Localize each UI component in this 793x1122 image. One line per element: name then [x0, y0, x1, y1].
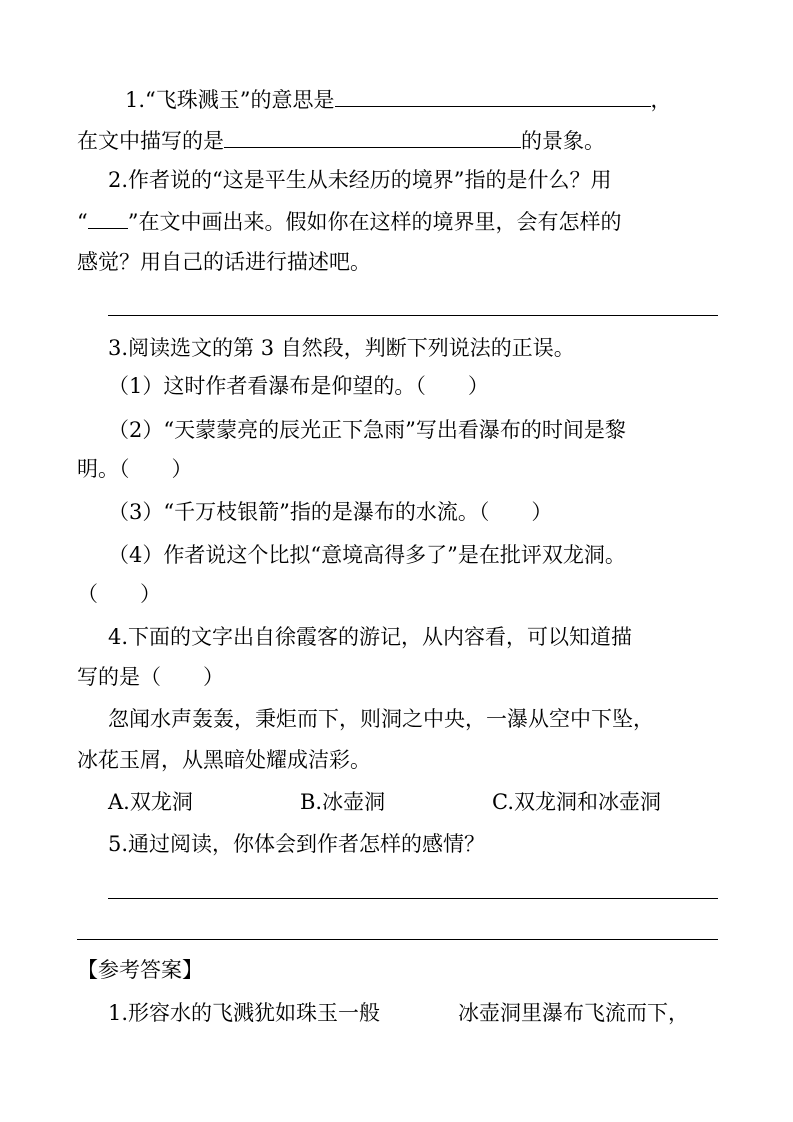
passage-line-2: 冰花玉屑，从黑暗处耀成洁彩。 — [77, 748, 371, 772]
question-3-item-1: （1）这时作者看瀑布是仰望的。（ ） — [108, 374, 489, 398]
question-1-line-2 — [77, 125, 605, 153]
option-a[interactable]: A.双龙洞 — [108, 790, 193, 814]
question-1-text-3: 的景象。 — [521, 129, 605, 153]
question-3-item-3: （3）“千万枝银箭”指的是瀑布的水流。（ ） — [108, 500, 553, 524]
section-divider — [77, 939, 718, 940]
answers-heading: 【参考答案】 — [77, 958, 203, 982]
question-3-item-2: （2）“天蒙蒙亮的辰光正下急雨”写出看瀑布的时间是黎 — [108, 418, 626, 442]
question-1-line-1 — [125, 84, 672, 112]
question-2-text: ”在文中画出来。假如你在这样的境界里，会有怎样的 — [127, 210, 622, 234]
question-2-line-2 — [77, 206, 621, 234]
question-2-line-3: 感觉？用自己的话进行描述吧。 — [77, 250, 371, 274]
underline-mark-sample — [88, 206, 128, 229]
question-1-text-2: 在文中描写的是 — [77, 129, 224, 153]
answer-1-part-2: 冰壶洞里瀑布飞流而下， — [458, 1001, 689, 1025]
question-4-line-1: 4.下面的文字出自徐霞客的游记，从内容看，可以知道描 — [108, 625, 633, 649]
answer-line-q2[interactable] — [108, 315, 718, 316]
answer-1-part-1: 1.形容水的飞溅犹如珠玉一般 — [108, 1001, 381, 1025]
answer-line-q5[interactable] — [108, 898, 718, 899]
question-1-text: 1.“飞珠溅玉”的意思是 — [125, 88, 335, 112]
question-3-item-2-cont: 明。（ ） — [77, 457, 193, 481]
answer-blank-meaning[interactable] — [335, 84, 651, 107]
comma: ， — [650, 88, 672, 112]
option-c[interactable]: C.双龙洞和冰壶洞 — [492, 790, 661, 814]
answer-blank-scene[interactable] — [224, 125, 521, 148]
question-4-line-2: 写的是（ ） — [77, 665, 224, 689]
question-3-item-4: （4）作者说这个比拟“意境高得多了”是在批评双龙洞。 — [108, 543, 626, 567]
question-2-line-1: 2.作者说的“这是平生从未经历的境界”指的是什么？用 — [108, 168, 612, 192]
option-b[interactable]: B.冰壶洞 — [300, 790, 386, 814]
question-5: 5.通过阅读，你体会到作者怎样的感情？ — [108, 832, 486, 856]
open-quote: “ — [77, 210, 88, 234]
question-3-title: 3.阅读选文的第 3 自然段，判断下列说法的正误。 — [108, 336, 575, 360]
passage-line-1: 忽闻水声轰轰，秉炬而下，则洞之中央，一瀑从空中下坠， — [108, 707, 654, 731]
question-3-item-4-cont: （ ） — [77, 582, 161, 606]
